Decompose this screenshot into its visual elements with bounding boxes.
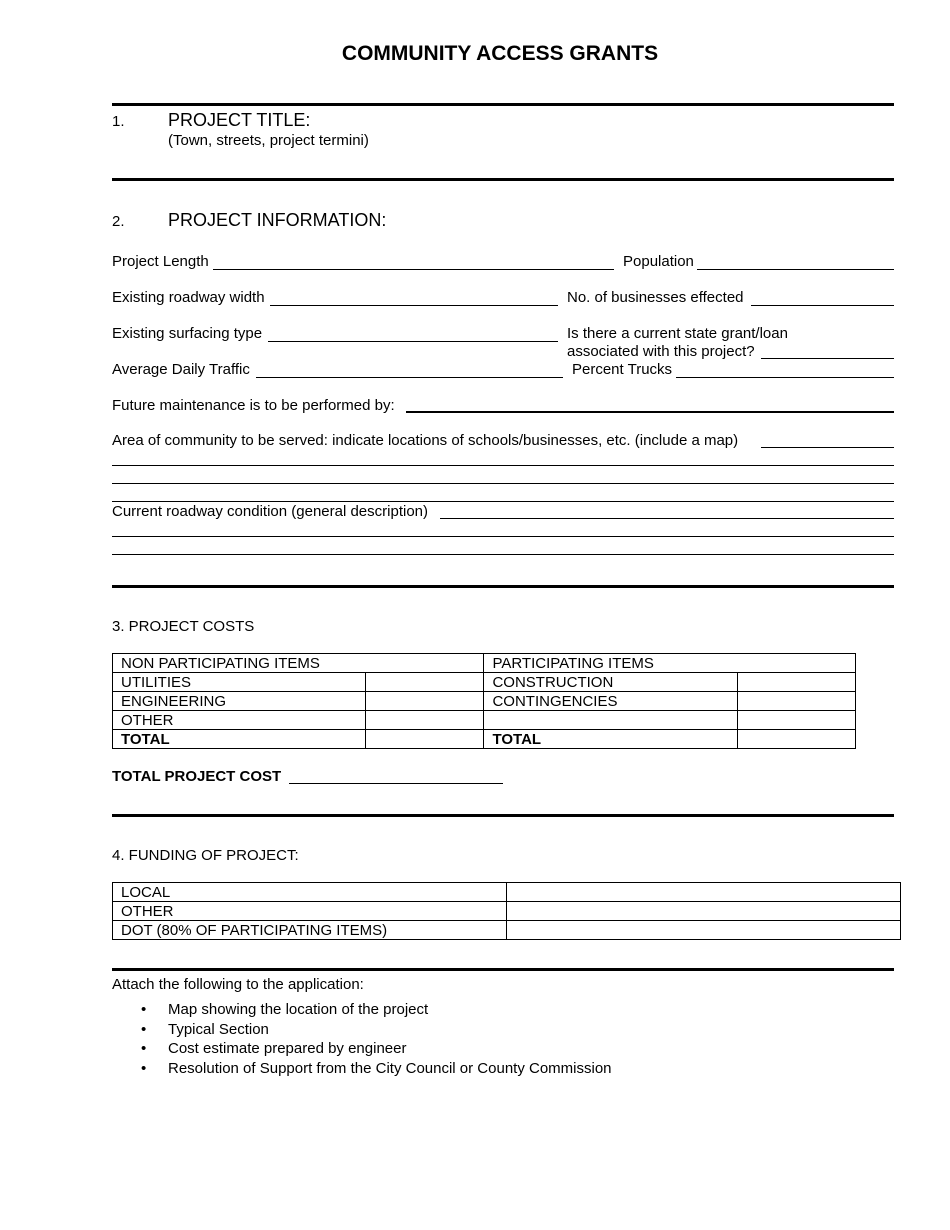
grant-label-line2: associated with this project? <box>567 343 755 360</box>
table-row <box>113 673 856 692</box>
section-2-heading: PROJECT INFORMATION: <box>168 210 387 230</box>
section-divider <box>112 814 894 817</box>
attachments-list <box>112 1000 612 1078</box>
condition-field-line[interactable] <box>112 554 894 555</box>
attachment-item-label: Map showing the location of the project <box>168 1001 429 1018</box>
bullet-icon: • <box>141 1059 147 1077</box>
surfacing-label: Existing surfacing type <box>112 325 263 342</box>
maintenance-label: Future maintenance is to be performed by: <box>112 397 395 414</box>
list-item <box>112 1039 612 1059</box>
cost-amount-cell[interactable] <box>738 692 856 711</box>
funding-table <box>112 882 901 940</box>
project-length-label: Project Length <box>112 253 209 270</box>
cost-total-label: TOTAL <box>113 730 366 749</box>
section-1-subheading: (Town, streets, project termini) <box>168 132 369 149</box>
population-field[interactable] <box>697 269 894 270</box>
funding-amount-cell[interactable] <box>506 921 900 940</box>
total-project-cost-label: TOTAL PROJECT COST <box>112 768 282 785</box>
section-1-number: 1. <box>112 113 125 130</box>
project-length-field[interactable] <box>213 269 614 270</box>
table-row <box>113 692 856 711</box>
cost-item-label: UTILITIES <box>113 673 366 692</box>
cost-total-cell[interactable] <box>365 730 484 749</box>
cost-item-label: OTHER <box>113 711 366 730</box>
businesses-label: No. of businesses effected <box>567 289 744 306</box>
condition-field-line[interactable] <box>112 536 894 537</box>
table-row <box>113 883 901 902</box>
cost-total-label: TOTAL <box>484 730 738 749</box>
list-item <box>112 1000 612 1020</box>
maintenance-field[interactable] <box>406 411 894 413</box>
section-divider <box>112 178 894 181</box>
trucks-label: Percent Trucks <box>572 361 673 378</box>
table-row <box>113 902 901 921</box>
area-label: Area of community to be served: indicate locations of schools/businesses, etc. (include a map) <box>112 432 739 449</box>
cost-total-cell[interactable] <box>738 730 856 749</box>
page-title: COMMUNITY ACCESS GRANTS <box>341 42 659 65</box>
non-participating-header: NON PARTICIPATING ITEMS <box>113 654 484 673</box>
roadway-width-label: Existing roadway width <box>112 289 265 306</box>
section-divider <box>112 103 894 106</box>
surfacing-field[interactable] <box>268 341 558 342</box>
attachment-item-label: Cost estimate prepared by engineer <box>168 1040 407 1057</box>
roadway-width-field[interactable] <box>270 305 558 306</box>
section-2-number: 2. <box>112 213 125 230</box>
cost-item-label[interactable] <box>484 711 738 730</box>
cost-item-label: ENGINEERING <box>113 692 366 711</box>
area-field-line[interactable] <box>112 501 894 502</box>
bullet-icon: • <box>141 1001 147 1018</box>
list-item <box>112 1020 612 1040</box>
table-row <box>113 711 856 730</box>
total-project-cost-field[interactable] <box>289 783 503 784</box>
section-divider <box>112 968 894 971</box>
population-label: Population <box>623 253 694 270</box>
bullet-icon: • <box>141 1020 147 1038</box>
trucks-field[interactable] <box>676 377 894 378</box>
list-item <box>112 1059 612 1079</box>
table-row <box>113 730 856 749</box>
funding-amount-cell[interactable] <box>506 902 900 921</box>
area-field-line[interactable] <box>112 483 894 484</box>
grant-field[interactable] <box>761 358 894 359</box>
grant-label-line1: Is there a current state grant/loan <box>567 325 788 342</box>
attachments-intro: Attach the following to the application: <box>112 976 364 993</box>
cost-item-label: CONTINGENCIES <box>484 692 738 711</box>
condition-label: Current roadway condition (general description) <box>112 503 428 520</box>
traffic-field[interactable] <box>256 377 563 378</box>
cost-amount-cell[interactable] <box>738 711 856 730</box>
cost-item-label: CONSTRUCTION <box>484 673 738 692</box>
funding-source-label: OTHER <box>113 902 507 921</box>
condition-field[interactable] <box>440 518 894 519</box>
funding-source-label: LOCAL <box>113 883 507 902</box>
table-row <box>113 921 901 940</box>
attachment-item-label: Resolution of Support from the City Council or County Commission <box>168 1059 612 1077</box>
funding-source-label: DOT (80% OF PARTICIPATING ITEMS) <box>113 921 507 940</box>
area-field[interactable] <box>761 447 894 448</box>
area-field-line[interactable] <box>112 465 894 466</box>
cost-amount-cell[interactable] <box>365 673 484 692</box>
attachment-item-label: Typical Section <box>168 1020 269 1038</box>
traffic-label: Average Daily Traffic <box>112 361 250 378</box>
section-4-heading: 4. FUNDING OF PROJECT: <box>112 847 299 864</box>
section-3-heading: 3. PROJECT COSTS <box>112 618 255 635</box>
project-costs-table <box>112 653 856 749</box>
section-1-heading: PROJECT TITLE: <box>168 110 311 130</box>
participating-header: PARTICIPATING ITEMS <box>484 654 856 673</box>
funding-amount-cell[interactable] <box>506 883 900 902</box>
section-divider <box>112 585 894 588</box>
cost-amount-cell[interactable] <box>365 711 484 730</box>
bullet-icon: • <box>141 1040 147 1057</box>
cost-amount-cell[interactable] <box>738 673 856 692</box>
businesses-field[interactable] <box>751 305 894 306</box>
cost-amount-cell[interactable] <box>365 692 484 711</box>
